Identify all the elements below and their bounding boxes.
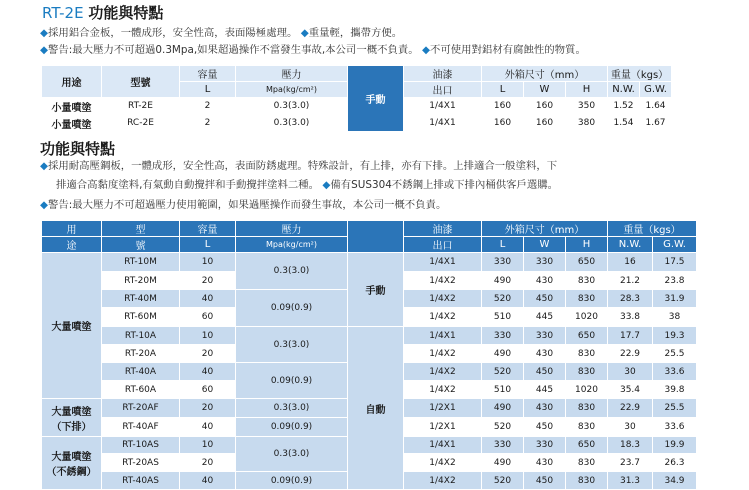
cell-model: RT-20AF bbox=[102, 399, 180, 418]
cell-nw: 23.7 bbox=[608, 454, 653, 472]
cell-mode: 自動 bbox=[348, 327, 404, 490]
feature-line-1 bbox=[40, 26, 402, 40]
cell-H: 830 bbox=[566, 399, 608, 418]
cell-W: 450 bbox=[524, 418, 566, 437]
cell-W: 160 bbox=[524, 115, 566, 132]
cell-pressure: 0.09(0.9) bbox=[236, 472, 348, 490]
cell-gw: 25.5 bbox=[653, 345, 697, 363]
cell-H: 830 bbox=[566, 418, 608, 437]
header-W: W bbox=[524, 237, 566, 253]
bullet-diamond-icon: ◆ bbox=[40, 44, 48, 56]
cell-model: RT-10AS bbox=[102, 437, 180, 454]
cell-H: 1020 bbox=[566, 381, 608, 399]
cell-W: 430 bbox=[524, 399, 566, 418]
cell-capacity: 60 bbox=[180, 381, 236, 399]
warning-line bbox=[40, 198, 446, 212]
cell-model: RT-40A bbox=[102, 363, 180, 381]
cell-pressure: 0.3(3.0) bbox=[236, 327, 348, 363]
feature-text: 採用耐高壓鋼板，一體成形，安全性高，表面防銹處理。特殊設計，有上排，亦有下排。上排適合一般塗料，下 bbox=[48, 160, 558, 172]
page-title bbox=[42, 4, 163, 22]
header-pressure-unit: Mpa(kg/cm²) bbox=[236, 237, 348, 253]
cell-gw: 39.8 bbox=[653, 381, 697, 399]
cell-H: 350 bbox=[566, 98, 608, 115]
cell-nw: 35.4 bbox=[608, 381, 653, 399]
cell-W: 330 bbox=[524, 327, 566, 345]
cell-nw: 30 bbox=[608, 418, 653, 437]
header-capacity: 容量 bbox=[180, 221, 236, 237]
warning-line bbox=[40, 43, 586, 57]
cell-capacity: 10 bbox=[180, 253, 236, 272]
header-nw: N.W. bbox=[608, 237, 653, 253]
cell-capacity: 2 bbox=[180, 115, 236, 132]
cell-L: 490 bbox=[482, 272, 524, 290]
cell-capacity: 20 bbox=[180, 454, 236, 472]
bullet-diamond-icon: ◆ bbox=[322, 179, 331, 191]
header-capacity-unit: L bbox=[180, 237, 236, 253]
cell-H: 830 bbox=[566, 272, 608, 290]
header-paint: 油漆 bbox=[404, 221, 482, 237]
cell-nw: 18.3 bbox=[608, 437, 653, 454]
cell-W: 450 bbox=[524, 290, 566, 308]
cell-pressure: 0.3(3.0) bbox=[236, 253, 348, 290]
cell-L: 510 bbox=[482, 308, 524, 327]
cell-nw: 21.2 bbox=[608, 272, 653, 290]
cell-pressure: 0.09(0.9) bbox=[236, 363, 348, 399]
header-pressure: 壓力 bbox=[236, 66, 348, 82]
header-pressure: 壓力 bbox=[236, 221, 348, 237]
table-row bbox=[42, 253, 697, 272]
cell-gw: 34.9 bbox=[653, 472, 697, 490]
cell-paint: 1/4X2 bbox=[404, 381, 482, 399]
cell-model: RC-2E bbox=[102, 115, 180, 132]
cell-paint: 1/4X1 bbox=[404, 115, 482, 132]
cell-W: 330 bbox=[524, 437, 566, 454]
cell-W: 430 bbox=[524, 272, 566, 290]
cell-pressure: 0.3(3.0) bbox=[236, 98, 348, 115]
cell-model: RT-2E bbox=[102, 98, 180, 115]
cell-paint: 1/4X1 bbox=[404, 98, 482, 115]
use-sublabel: （下排） bbox=[51, 421, 92, 433]
feature-text: 採用鋁合金板，一體成形，安全性高，表面陽極處理。 bbox=[48, 27, 298, 39]
cell-gw: 31.9 bbox=[653, 290, 697, 308]
header-model: 型 bbox=[102, 221, 180, 237]
header-box-size: 外箱尺寸（mm） bbox=[482, 66, 608, 82]
cell-L: 160 bbox=[482, 115, 524, 132]
feature-text: 備有SUS304不銹鋼上排或下排內桶供客戶選購。 bbox=[330, 179, 559, 191]
cell-use-group bbox=[42, 399, 102, 437]
cell-H: 650 bbox=[566, 327, 608, 345]
bullet-diamond-icon: ◆ bbox=[40, 160, 48, 172]
cell-paint: 1/2X1 bbox=[404, 418, 482, 437]
warning-text: 警告:最大壓力不可超過0.3Mpa,如果超過操作不當發生事故,本公司一概不負責。 bbox=[48, 44, 419, 56]
cell-L: 330 bbox=[482, 327, 524, 345]
cell-capacity: 40 bbox=[180, 363, 236, 381]
use-sublabel: （不銹鋼） bbox=[46, 467, 97, 478]
cell-paint: 1/4X2 bbox=[404, 472, 482, 490]
cell-use: 小量噴塗 bbox=[42, 115, 102, 132]
cell-model: RT-20AS bbox=[102, 454, 180, 472]
section-heading: 功能與特點 bbox=[40, 140, 116, 158]
header-use-2: 途 bbox=[42, 237, 102, 253]
cell-capacity: 20 bbox=[180, 272, 236, 290]
use-label: 大量噴塗 bbox=[51, 452, 92, 463]
cell-H: 830 bbox=[566, 290, 608, 308]
cell-L: 330 bbox=[482, 437, 524, 454]
cell-nw: 17.7 bbox=[608, 327, 653, 345]
cell-H: 650 bbox=[566, 437, 608, 454]
cell-W: 450 bbox=[524, 363, 566, 381]
warning-text: 警告:最大壓力不可超過壓力使用範圍，如果過壓操作而發生事故，本公司一概不負責。 bbox=[48, 199, 447, 211]
header-L: L bbox=[482, 237, 524, 253]
cell-L: 520 bbox=[482, 418, 524, 437]
bullet-diamond-icon: ◆ bbox=[300, 27, 309, 39]
cell-capacity: 10 bbox=[180, 437, 236, 454]
cell-model: RT-40AF bbox=[102, 418, 180, 437]
cell-paint: 1/4X2 bbox=[404, 272, 482, 290]
use-label: 大量噴塗 bbox=[51, 322, 92, 333]
cell-L: 510 bbox=[482, 381, 524, 399]
cell-capacity: 20 bbox=[180, 345, 236, 363]
bullet-diamond-icon: ◆ bbox=[40, 27, 48, 39]
header-paint-outlet: 出口 bbox=[404, 82, 482, 98]
header-H: H bbox=[566, 82, 608, 98]
header-box-size: 外箱尺寸（mm） bbox=[482, 221, 608, 237]
cell-H: 830 bbox=[566, 363, 608, 381]
header-weight: 重量（kgs） bbox=[608, 221, 697, 237]
cell-capacity: 10 bbox=[180, 327, 236, 345]
cell-pressure: 0.09(0.9) bbox=[236, 418, 348, 437]
header-model: 型號 bbox=[102, 66, 180, 98]
header-pressure-unit: Mpa(kg/cm²) bbox=[236, 82, 348, 98]
cell-model: RT-60A bbox=[102, 381, 180, 399]
cell-paint: 1/4X2 bbox=[404, 290, 482, 308]
header-L: L bbox=[482, 82, 524, 98]
cell-use: 小量噴塗 bbox=[42, 98, 102, 115]
cell-gw: 33.6 bbox=[653, 363, 697, 381]
cell-model: RT-10A bbox=[102, 327, 180, 345]
header-paint: 油漆 bbox=[404, 66, 482, 82]
cell-H: 830 bbox=[566, 472, 608, 490]
cell-gw: 1.64 bbox=[640, 98, 672, 115]
header-mode-blank bbox=[348, 221, 404, 253]
cell-W: 430 bbox=[524, 345, 566, 363]
cell-W: 450 bbox=[524, 472, 566, 490]
cell-pressure: 0.3(3.0) bbox=[236, 399, 348, 418]
cell-L: 520 bbox=[482, 472, 524, 490]
cell-paint: 1/4X1 bbox=[404, 253, 482, 272]
title-heading: 功能與特點 bbox=[88, 4, 164, 22]
header-capacity: 容量 bbox=[180, 66, 236, 82]
cell-use-group bbox=[42, 437, 102, 490]
cell-capacity: 40 bbox=[180, 472, 236, 490]
cell-gw: 1.67 bbox=[640, 115, 672, 132]
cell-capacity: 2 bbox=[180, 98, 236, 115]
cell-nw: 1.54 bbox=[608, 115, 640, 132]
cell-L: 490 bbox=[482, 345, 524, 363]
cell-W: 445 bbox=[524, 308, 566, 327]
cell-gw: 19.9 bbox=[653, 437, 697, 454]
cell-gw: 17.5 bbox=[653, 253, 697, 272]
cell-nw: 1.52 bbox=[608, 98, 640, 115]
header-use: 用 bbox=[42, 221, 102, 237]
cell-W: 430 bbox=[524, 454, 566, 472]
table-row bbox=[42, 327, 697, 345]
cell-paint: 1/4X2 bbox=[404, 345, 482, 363]
cell-W: 330 bbox=[524, 253, 566, 272]
spec-table-rt2e bbox=[41, 65, 672, 132]
cell-paint: 1/4X2 bbox=[404, 308, 482, 327]
cell-paint: 1/4X1 bbox=[404, 437, 482, 454]
cell-nw: 33.8 bbox=[608, 308, 653, 327]
feature-line-1 bbox=[40, 159, 557, 173]
cell-pressure: 0.09(0.9) bbox=[236, 290, 348, 327]
cell-paint: 1/4X1 bbox=[404, 327, 482, 345]
header-gw: G.W. bbox=[653, 237, 697, 253]
cell-paint: 1/4X2 bbox=[404, 454, 482, 472]
cell-H: 830 bbox=[566, 454, 608, 472]
header-gw: G.W. bbox=[640, 82, 672, 98]
cell-H: 1020 bbox=[566, 308, 608, 327]
cell-gw: 33.6 bbox=[653, 418, 697, 437]
feature-text: 排適合高黏度塗料,有氣動自動攪拌和手動攪拌塗料二種。 bbox=[56, 179, 320, 191]
cell-L: 520 bbox=[482, 363, 524, 381]
header-capacity-unit: L bbox=[180, 82, 236, 98]
cell-gw: 38 bbox=[653, 308, 697, 327]
cell-capacity: 40 bbox=[180, 418, 236, 437]
cell-mode: 手動 bbox=[348, 253, 404, 327]
cell-nw: 22.9 bbox=[608, 345, 653, 363]
cell-model: RT-20M bbox=[102, 272, 180, 290]
cell-H: 380 bbox=[566, 115, 608, 132]
bullet-diamond-icon: ◆ bbox=[421, 44, 430, 56]
cell-gw: 25.5 bbox=[653, 399, 697, 418]
cell-gw: 26.3 bbox=[653, 454, 697, 472]
cell-model: RT-40M bbox=[102, 290, 180, 308]
header-paint-outlet: 出口 bbox=[404, 237, 482, 253]
cell-nw: 22.9 bbox=[608, 399, 653, 418]
cell-W: 160 bbox=[524, 98, 566, 115]
cell-pressure: 0.3(3.0) bbox=[236, 437, 348, 472]
spec-table-rt-series bbox=[41, 220, 697, 490]
warning-text: 不可使用對鋁材有腐蝕性的物質。 bbox=[429, 44, 586, 56]
cell-model: RT-60M bbox=[102, 308, 180, 327]
cell-nw: 28.3 bbox=[608, 290, 653, 308]
title-model: RT-2E bbox=[42, 4, 84, 22]
cell-use-group bbox=[42, 253, 102, 399]
cell-L: 490 bbox=[482, 399, 524, 418]
cell-L: 160 bbox=[482, 98, 524, 115]
feature-line-2 bbox=[56, 178, 558, 192]
bullet-diamond-icon: ◆ bbox=[40, 199, 48, 211]
cell-model: RT-40AS bbox=[102, 472, 180, 490]
feature-text: 重量輕，攜帶方便。 bbox=[308, 27, 403, 39]
cell-paint: 1/4X2 bbox=[404, 363, 482, 381]
cell-model: RT-20A bbox=[102, 345, 180, 363]
header-W: W bbox=[524, 82, 566, 98]
cell-L: 330 bbox=[482, 253, 524, 272]
cell-nw: 30 bbox=[608, 363, 653, 381]
header-use: 用途 bbox=[42, 66, 102, 98]
header-H: H bbox=[566, 237, 608, 253]
header-nw: N.W. bbox=[608, 82, 640, 98]
cell-gw: 23.8 bbox=[653, 272, 697, 290]
cell-H: 830 bbox=[566, 345, 608, 363]
cell-capacity: 20 bbox=[180, 399, 236, 418]
cell-H: 650 bbox=[566, 253, 608, 272]
cell-W: 445 bbox=[524, 381, 566, 399]
cell-nw: 16 bbox=[608, 253, 653, 272]
cell-nw: 31.3 bbox=[608, 472, 653, 490]
cell-capacity: 40 bbox=[180, 290, 236, 308]
header-model-2: 號 bbox=[102, 237, 180, 253]
cell-paint: 1/2X1 bbox=[404, 399, 482, 418]
cell-L: 490 bbox=[482, 454, 524, 472]
cell-model: RT-10M bbox=[102, 253, 180, 272]
mode-manual: 手動 bbox=[348, 66, 404, 132]
cell-capacity: 60 bbox=[180, 308, 236, 327]
cell-gw: 19.3 bbox=[653, 327, 697, 345]
header-weight: 重量（kgs） bbox=[608, 66, 672, 82]
cell-pressure: 0.3(3.0) bbox=[236, 115, 348, 132]
cell-L: 520 bbox=[482, 290, 524, 308]
use-label: 大量噴塗 bbox=[51, 406, 92, 418]
